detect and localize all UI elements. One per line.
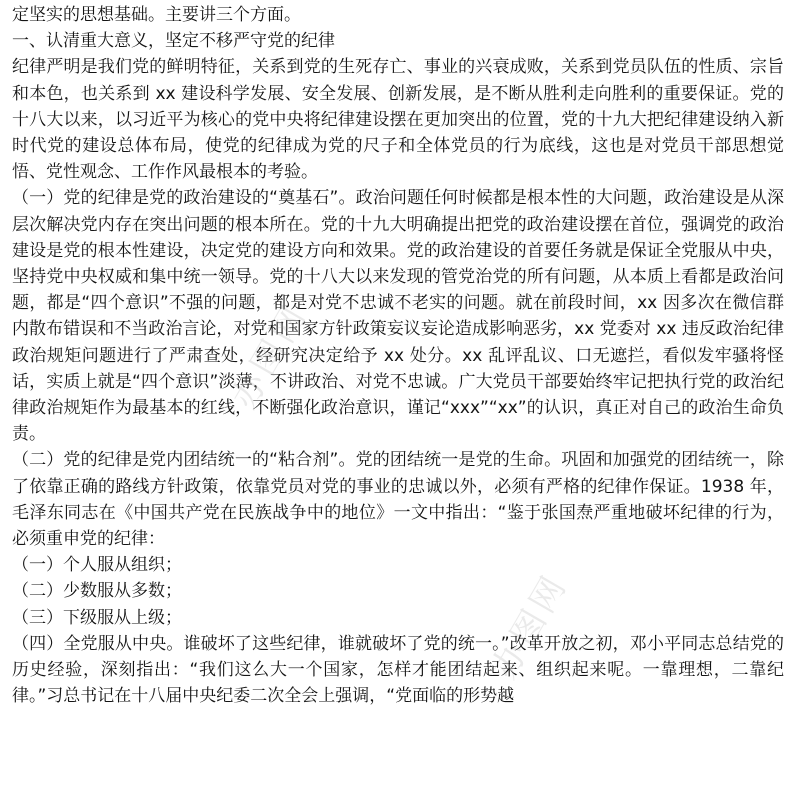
paragraph-point-two: （二）党的纪律是党内团结统一的“粘合剂”。党的团结统一是党的生命。巩固和加强党的团结统一，除了依靠正确的路线方针政策，依靠党员对党的事业的忠诚以外，必须有严格的纪律作保证。1938 年，毛泽东同志在《中国共产党在民族战争中的地位》一文中指出：“鉴于张国焘严重地破坏纪律的行为，必须重申党的纪律： bbox=[12, 450, 784, 550]
paragraph-discipline: 纪律严明是我们党的鲜明特征，关系到党的生死存亡、事业的兴衰成败，关系到党员队伍的性质、宗旨和本色，也关系到 xx 建设科学发展、安全发展、创新发展，是不断从胜利走向胜利的重要保证。党的十八大以来，以习近平为核心的党中央将纪律建设摆在更加突出的位置，党的十九大把纪律建设纳入新时代党的建设总体布局，使党的纪律成为党的尺子和全体党员的行为底线，这也是对党员干部思想觉悟、党性观念、工作作风最根本的考验。 bbox=[12, 57, 784, 183]
paragraph-list-item-4: （四）全党服从中央。谁破坏了这些纪律，谁就破坏了党的统一。”改革开放之初，邓小平同志总结党的历史经验，深刻指出：“我们这么大一个国家，怎样才能团结起来、组织起来呢。一靠理想，二靠纪律。”习总书记在十八届中央纪委二次全会上强调，“党面临的形势越 bbox=[12, 633, 784, 707]
section-heading: 一、认清重大意义，坚定不移严守党的纪律 bbox=[12, 31, 335, 52]
list-item-2: （二）少数服从多数； bbox=[12, 581, 182, 602]
paragraph-point-one: （一）党的纪律是党的政治建设的“奠基石”。政治问题任何时候都是根本性的大问题，政治建设是从深层次解决党内存在突出问题的根本所在。党的十九大明确提出把党的政治建设摆在首位，强调党的政治建设是党的根本性建设，决定党的建设方向和效果。党的政治建设的首要任务就是保证全党服从中央，坚持党中央权威和集中统一领导。党的十八大以来发现的管党治党的所有问题，从本质上看都是政治问题，都是“四个意识”不强的问题，都是对党不忠诚不老实的问题。就在前段时间，xx 因多次在微信群内散布错误和不当政治言论，对党和国家方针政策妄议妄论造成影响恶劣，xx 党委对 xx 违反政治纪律政治规矩问题进行了严肃查处，经研究决定给予 xx 处分。xx 乱评乱议、口无遮拦，看似发牢骚将怪话，实质上就是“四个意识”淡薄，不讲政治、对党不忠诚。广大党员干部要始终牢记把执行党的政治纪律政治规矩作为最基本的红线，不断强化政治意识，谨记“xxx”“xx”的认识，真正对自己的政治生命负责。 bbox=[12, 188, 784, 445]
watermark: 办图网 bbox=[224, 296, 316, 416]
list-item-1: （一）个人服从组织； bbox=[12, 555, 182, 576]
paragraph-intro: 定坚实的思想基础。主要讲三个方面。 bbox=[12, 5, 301, 25]
list-item-3: （三）下级服从上级； bbox=[12, 607, 182, 628]
watermark: 办图网 bbox=[484, 566, 576, 686]
